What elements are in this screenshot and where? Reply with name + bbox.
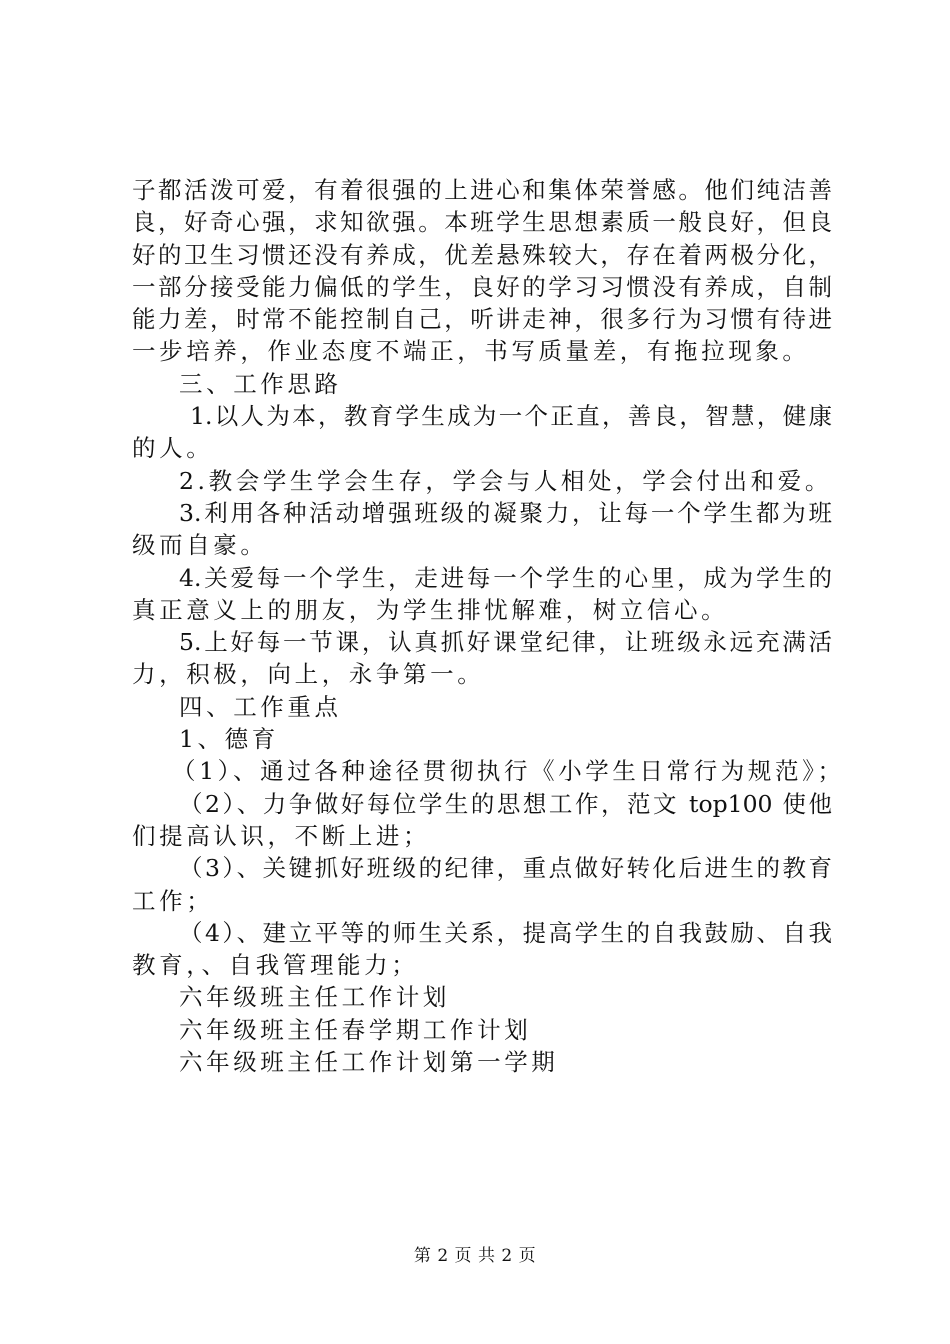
- body-line: 的人。: [132, 434, 214, 463]
- body-line: 教育，、自我管理能力；: [132, 951, 419, 980]
- body-line: 级而自豪。: [132, 531, 268, 560]
- body-line: 力，积极，向上，永争第一。: [132, 660, 485, 689]
- related-title: 六年级班主任工作计划: [179, 983, 450, 1012]
- list-item: （4）、建立平等的师生关系，提高学生的自我鼓励、自我: [179, 918, 832, 947]
- related-title: 六年级班主任工作计划第一学期: [179, 1048, 559, 1077]
- body-line: 好的卫生习惯还没有养成，优差悬殊较大，存在着两极分化，: [132, 240, 832, 269]
- body-line: 子都活泼可爱，有着很强的上进心和集体荣誉感。他们纯洁善: [132, 176, 832, 204]
- list-item: 1.以人为本，教育学生成为一个正直，善良，智慧，健康: [190, 402, 832, 431]
- body-line: 真正意义上的朋友，为学生排忧解难，树立信心。: [132, 595, 729, 624]
- section-heading: 四、工作重点: [179, 692, 342, 721]
- list-item: 4.关爱每一个学生，走进每一个学生的心里，成为学生的: [179, 563, 832, 592]
- list-item: 3.利用各种活动增强班级的凝聚力，让每一个学生都为班: [179, 498, 832, 527]
- list-item: 2.教会学生学会生存，学会与人相处，学会付出和爱。: [179, 466, 832, 495]
- list-item: （2）、力争做好每位学生的思想工作，范文 top100 使他: [179, 789, 832, 818]
- page-number: 第 2 页 共 2 页: [413, 1246, 537, 1266]
- list-item: 5.上好每一节课，认真抓好课堂纪律，让班级永远充满活: [179, 628, 832, 657]
- section-heading: 三、工作思路: [179, 369, 342, 398]
- related-title: 六年级班主任春学期工作计划: [179, 1015, 532, 1044]
- list-item: （3）、关键抓好班级的纪律，重点做好转化后进生的教育: [179, 854, 832, 883]
- body-line: 能力差，时常不能控制自己，听讲走神，很多行为习惯有待进: [132, 305, 832, 334]
- list-item: （1）、通过各种途径贯彻执行《小学生日常行为规范》；: [172, 757, 845, 786]
- body-line: 一部分接受能力偏低的学生，良好的学习习惯没有养成，自制: [132, 272, 832, 301]
- body-line: 们提高认识，不断上进；: [132, 821, 431, 850]
- body-line: 一步培养，作业态度不端正，书写质量差，有拖拉现象。: [132, 337, 810, 366]
- document-body: [132, 174, 845, 1078]
- subsection-heading: 1、德育: [179, 725, 279, 754]
- body-line: 工作；: [132, 886, 214, 915]
- body-line: 良，好奇心强，求知欲强。本班学生思想素质一般良好，但良: [132, 208, 832, 237]
